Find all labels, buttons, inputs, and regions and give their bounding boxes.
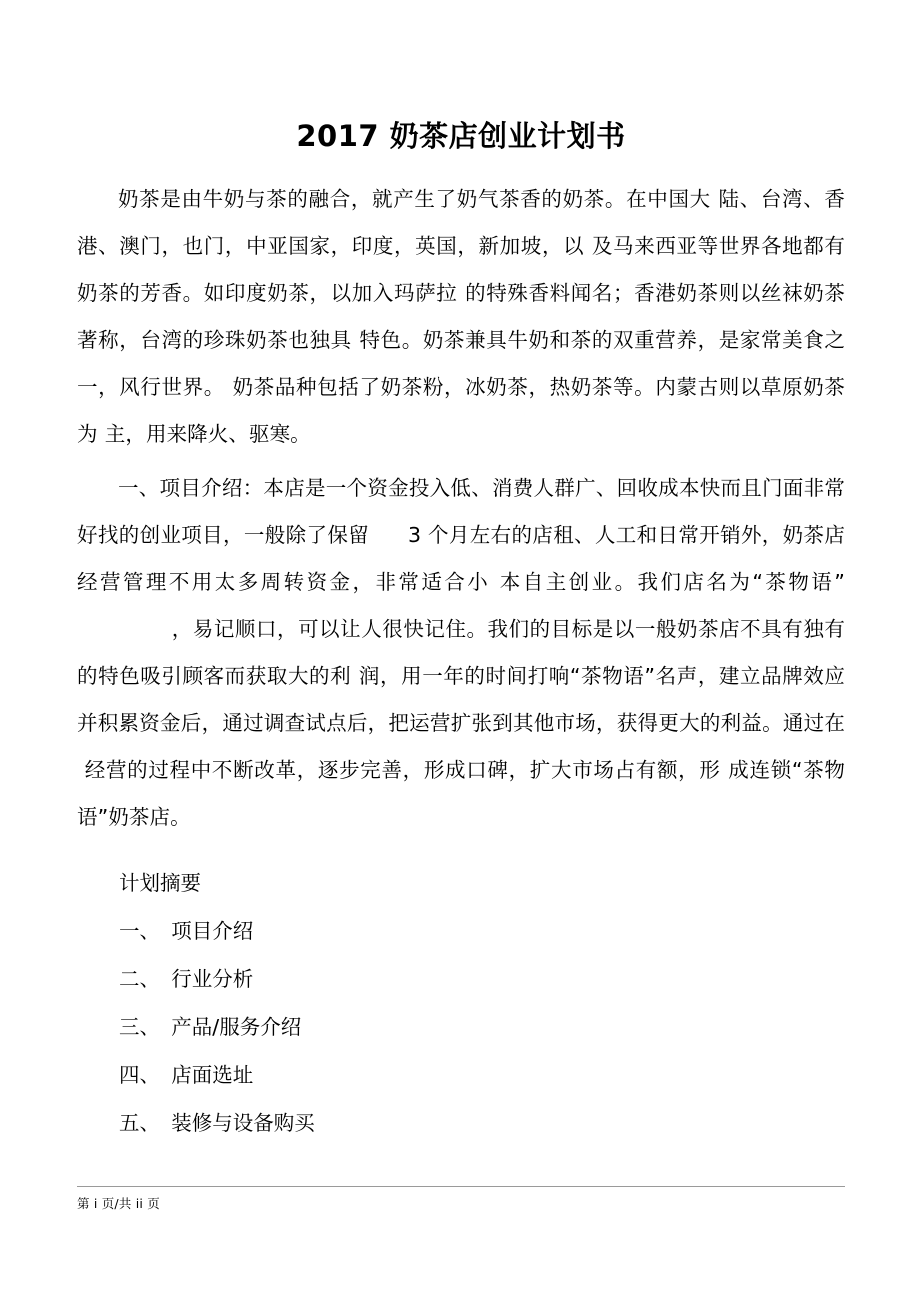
outline-item-2: [77, 955, 845, 1003]
outline-item-1: [77, 907, 845, 955]
document-content: [77, 0, 845, 1147]
outline-item-4: [77, 1051, 845, 1099]
outline-item-3: [77, 1003, 845, 1051]
outline-label: 装修与设备购买: [171, 1111, 315, 1136]
outline-heading: 计划摘要: [119, 871, 202, 896]
intro-segment-6: 奶茶品种包括了奶茶粉，冰奶茶，热奶茶等。内蒙古则以草原奶茶为: [77, 375, 845, 447]
outline-marker: 二、: [119, 967, 161, 992]
paragraph-intro: [77, 176, 845, 458]
outline-item-5: [77, 1099, 845, 1147]
outline-marker: 一、: [119, 919, 161, 944]
outline-label: 项目介绍: [171, 919, 254, 944]
intro-segment-3: 及马来西亚等世界各地都有奶茶的芳香。如印度奶茶，以加入玛萨拉: [77, 234, 845, 306]
outline-marker: 四、: [119, 1063, 161, 1088]
page-title: 2017 奶茶店创业计划书: [296, 119, 626, 153]
project-segment-7: 成连锁“茶物语”奶茶店。: [77, 758, 845, 830]
page-footer: [77, 1186, 845, 1211]
project-segment-1: 一、项目介绍：本店是一个资金投入低、消费人群广、回收成本快而且门面非常好找的创业项目，一般除了保留: [77, 476, 845, 548]
project-segment-3: 本自主创业。我们店名为“茶物语”: [497, 570, 845, 595]
outline-marker: 三、: [119, 1015, 161, 1040]
project-segment-5: 润，用一年的时间打响“茶物语”名声，建立品牌效应并积累资金后，通过调查试点后，把运营扩张到其他市场，获得更大的利益。通过在: [77, 664, 845, 736]
project-segment-2: 3 个月左右的店租、人工和日常开销外，奶茶店经营管理不用太多周转资金，非常适合小: [77, 523, 845, 595]
project-segment-6: 经营的过程中不断改革，逐步完善，形成口碑，扩大市场占有额，形: [84, 758, 721, 783]
outline-marker: 五、: [119, 1111, 161, 1136]
outline-label: 产品/服务介绍: [171, 1015, 302, 1040]
outline-label: 店面选址: [171, 1063, 254, 1088]
intro-segment-5: 特色。奶茶兼具牛奶和茶的双重营养，是家常美食之一，风行世界。: [77, 328, 845, 400]
page-number: 第 i 页/共 ii 页: [77, 1196, 160, 1211]
project-segment-4: ，易记顺口，可以让人很快记住。我们的目标是以一般奶茶店不具有独有的特色吸引顾客而获取大的利: [77, 617, 845, 689]
intro-segment-7: 主，用来降火、驱寒。: [104, 422, 311, 447]
intro-segment-2: 陆、台湾、香港、澳门，也门，中亚国家，印度，英国，新加坡，以: [77, 187, 845, 259]
paragraph-project: [77, 465, 845, 841]
outline-list: [77, 907, 845, 1147]
outline-label: 行业分析: [171, 967, 254, 992]
intro-segment-1: 奶茶是由牛奶与茶的融合，就产生了奶气茶香的奶茶。在中国大: [118, 187, 711, 212]
intro-segment-4: 的特殊香料闻名；香港奶茶则以丝袜奶茶著称，台湾的珍珠奶茶也独具: [77, 281, 845, 353]
